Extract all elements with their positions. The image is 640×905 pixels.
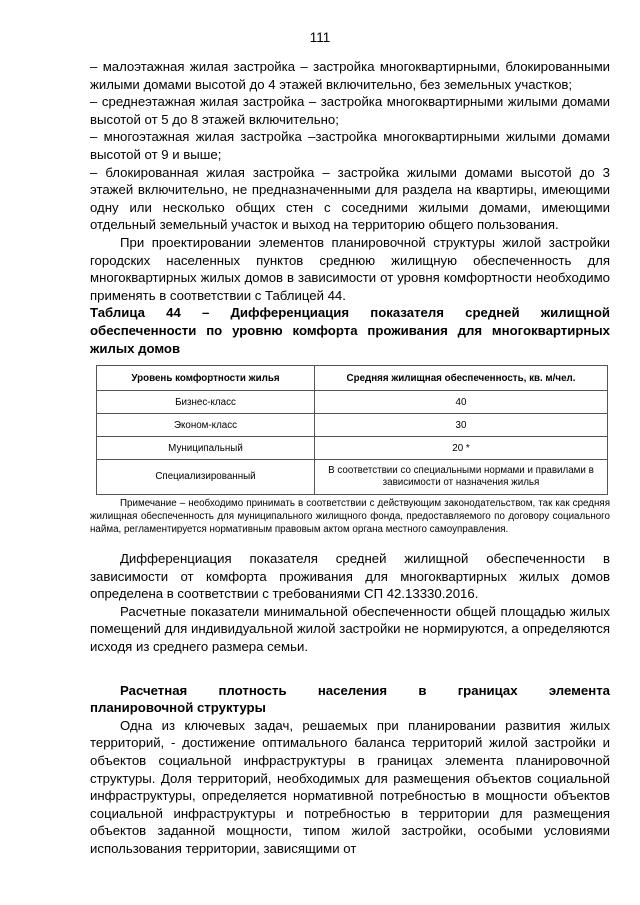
table-row <box>97 391 608 414</box>
section-heading-continued: планировочной структуры <box>90 700 266 716</box>
table-cell: 40 <box>315 391 608 414</box>
table-cell: Муниципальный <box>97 437 315 460</box>
list-item: – малоэтажная жилая застройка – застройка многоквартирными, блокированными жилыми домами высотой до 4 этажей включительно, без земельных участков; <box>90 59 610 92</box>
page-number: 111 <box>309 30 331 45</box>
table-row <box>97 437 608 460</box>
table-caption: Таблица 44 – Дифференциация показателя средней жилищной обеспеченности по уровню комфорта проживания для многоквартирных жилых домов <box>90 305 610 356</box>
table-cell: Специализированный <box>97 460 315 495</box>
page-content <box>90 58 610 858</box>
section-heading: Расчетная плотность населения в границах элемента <box>120 682 610 698</box>
paragraph-individual-housing: Расчетные показатели минимальной обеспеченности общей площадью жилых помещений для индивидуальной жилой застройки не нормируются, а определяются исходя из среднего размера семьи. <box>90 603 610 655</box>
comfort-table <box>96 365 608 495</box>
paragraph-differentiation: Дифференциация показателя средней жилищной обеспеченности в зависимости от комфорта проживания для многоквартирных жилых домов определена в соответствии с требованиями СП 42.13330.2016. <box>90 551 610 602</box>
table-note: Примечание – необходимо принимать в соответствии с действующим законодательством, так как средняя жилищная обеспеченность для муниципального жилищного фонда, предоставляемого по договору социального найма, регламентируется нормативным правовым актом органа местного самоуправления. <box>90 498 610 536</box>
table-header-cell: Уровень комфортности жилья <box>97 366 315 391</box>
spacer <box>90 536 610 550</box>
table-header-row <box>97 366 608 391</box>
table-row <box>97 460 608 495</box>
table-cell: Бизнес-класс <box>97 391 315 414</box>
spacer <box>90 656 610 682</box>
list-item: – блокированная жилая застройка – застройка жилыми домами высотой до 3 этажей включительно, не предназначенными для раздела на квартиры, имеющими одну или несколько общих стен с соседними жилыми домами, имеющими отдельный земельный участок и выход на территорию общего пользования. <box>90 164 610 233</box>
list-item: – многоэтажная жилая застройка –застройка многоквартирными жилыми домами высотой от 9 и выше; <box>90 129 610 162</box>
table-cell: 20 * <box>315 437 608 460</box>
list-item: – среднеэтажная жилая застройка – застройка многоквартирными жилыми домами высотой от 5 до 8 этажей включительно; <box>90 94 610 127</box>
table-cell: 30 <box>315 414 608 437</box>
table-header-cell: Средняя жилищная обеспеченность, кв. м/чел. <box>315 366 608 391</box>
table-cell: В соответствии со специальными нормами и правилами в зависимости от назначения жилья <box>315 460 608 495</box>
paragraph-design: При проектировании элементов планировочной структуры жилой застройки городских населенных пунктов среднюю жилищную обеспеченность для многоквартирных жилых домов в зависимости от уровня комфортности необходимо применять в соответствии с Таблицей 44. <box>90 234 610 303</box>
section-body: Одна из ключевых задач, решаемых при планировании развития жилых территорий, - достижение оптимального баланса территорий жилой застройки и объектов социальной инфраструктуры в границах элемента планировочной структуры. Доля территорий, необходимых для размещения объектов социальной инфраструктуры, определяется нормативной потребностью в мощности объектов социальной инфраструктуры и потребностью в территории для размещения объектов заданной мощности, типом жилой застройки, особыми условиями использования территории, зависящими от <box>90 717 610 856</box>
building-type-list <box>90 58 610 234</box>
table-row <box>97 414 608 437</box>
table-cell: Эконом-класс <box>97 414 315 437</box>
